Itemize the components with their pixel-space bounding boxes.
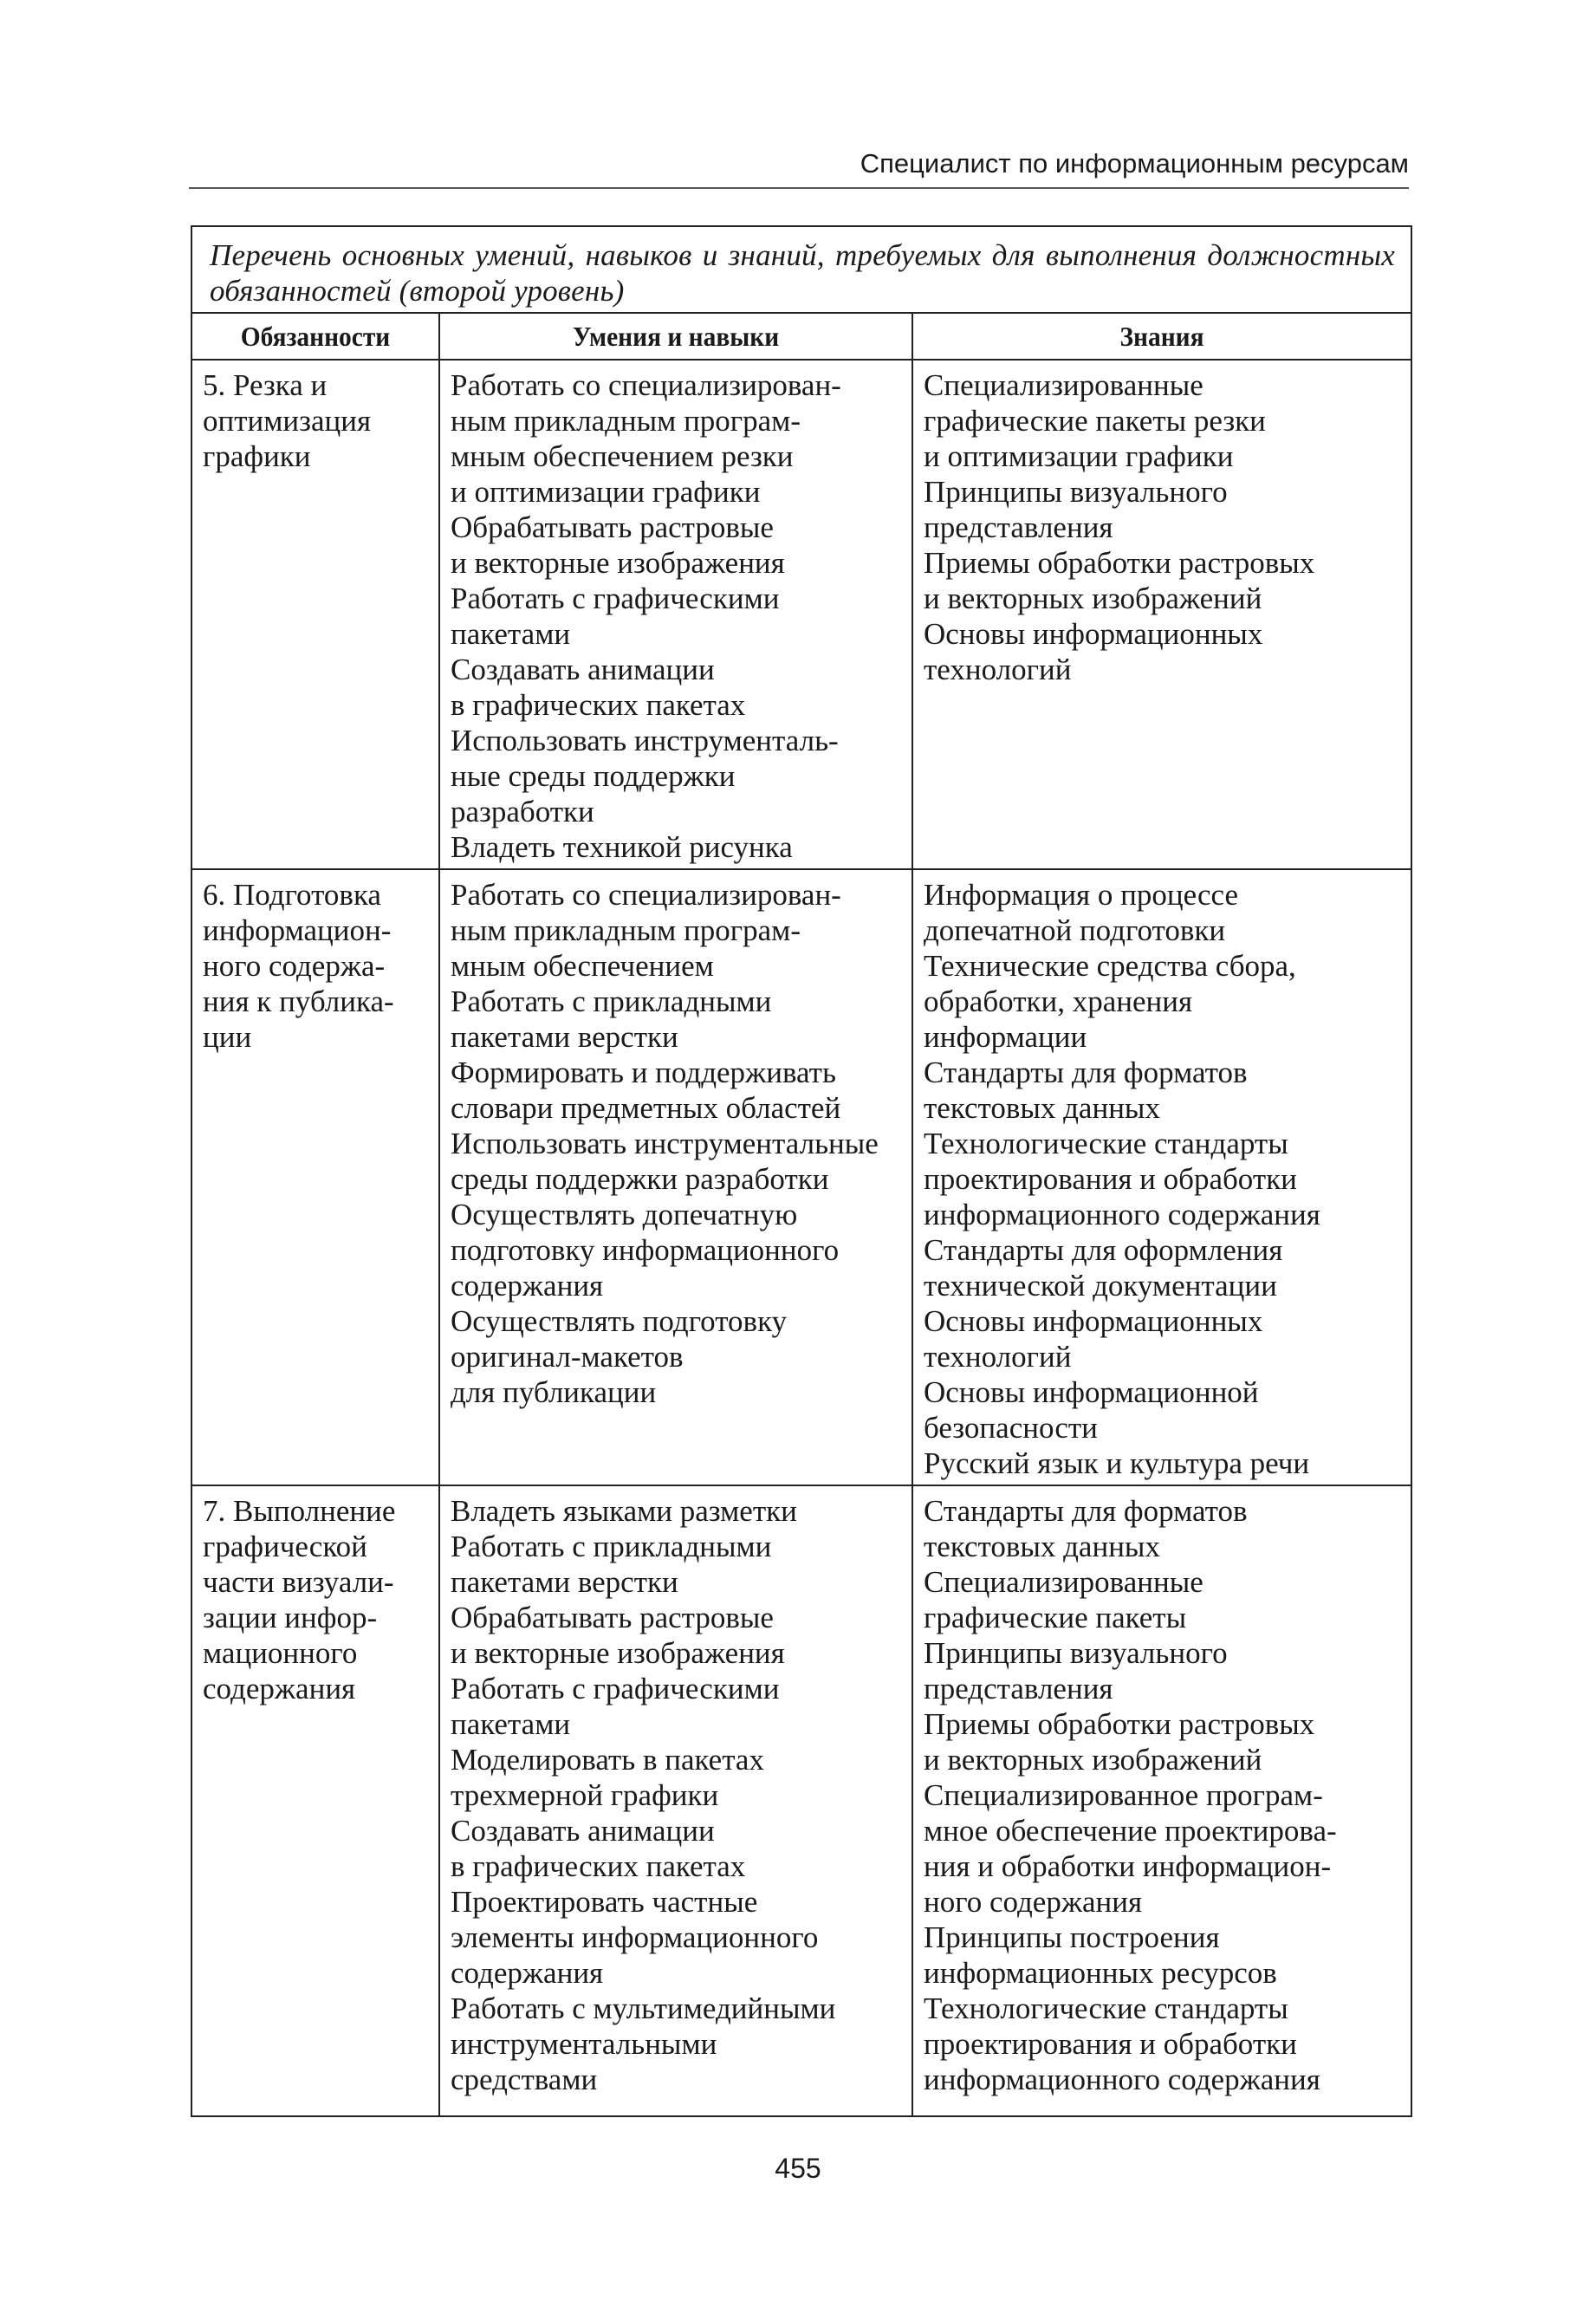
cell-line: Технологические стандарты (924, 1991, 1288, 2025)
cell-line: Работать с графическими (451, 581, 780, 615)
cell-line: разработки (451, 795, 594, 828)
cell-line: Владеть языками разметки (451, 1494, 797, 1528)
cell-line: технологий (924, 1340, 1072, 1374)
cell-line: пакетами (451, 617, 571, 651)
cell-line: элементы информационного (451, 1920, 819, 1954)
cell-line: мным обеспечением резки (451, 439, 794, 473)
cell-line: ным прикладным програм- (451, 404, 801, 438)
cell-line: технологий (924, 653, 1072, 686)
cell-line: ния к публика- (203, 984, 394, 1018)
knowledge-cell (912, 1485, 1411, 2116)
cell-line: пакетами (451, 1707, 571, 1741)
cell-line: и оптимизации графики (924, 439, 1234, 473)
cell-line: Специализированное програм- (924, 1778, 1323, 1812)
cell-line: Осуществлять допечатную (451, 1198, 798, 1231)
cell-line: технической документации (924, 1269, 1277, 1303)
cell-line: допечатной подготовки (924, 913, 1226, 947)
cell-line: графической (203, 1530, 367, 1563)
cell-line: Основы информационных (924, 617, 1263, 651)
cell-line: Обрабатывать растровые (451, 510, 774, 544)
cell-line: текстовых данных (924, 1530, 1160, 1563)
cell-line: и векторные изображения (451, 546, 785, 580)
cell-line: пакетами верстки (451, 1565, 678, 1599)
cell-line: Формировать и поддерживать (451, 1056, 836, 1089)
cell-line: графические пакеты резки (924, 404, 1266, 438)
cell-line: Моделировать в пакетах (451, 1743, 764, 1777)
skills-cell (439, 1485, 912, 2116)
table-row (191, 1485, 1411, 2116)
table-row (191, 360, 1411, 869)
cell-line: пакетами верстки (451, 1020, 678, 1054)
competency-table (191, 225, 1412, 2117)
cell-line: информационного содержания (924, 1198, 1320, 1231)
cell-line: мационного (203, 1636, 358, 1670)
cell-line: информации (924, 1020, 1087, 1054)
cell-line: Использовать инструменталь- (451, 724, 839, 757)
cell-line: Специализированные (924, 1565, 1203, 1599)
cell-line: Приемы обработки растровых (924, 546, 1315, 580)
cell-line: Осуществлять подготовку (451, 1304, 788, 1338)
cell-line: части визуали- (203, 1565, 394, 1599)
cell-line: Принципы визуального (924, 1636, 1228, 1670)
cell-line: содержания (451, 1269, 604, 1303)
cell-line: Русский язык и культура речи (924, 1446, 1310, 1480)
cell-line: Обрабатывать растровые (451, 1601, 774, 1634)
cell-line: проектирования и обработки (924, 1162, 1297, 1196)
cell-line: Работать с графическими (451, 1672, 780, 1706)
cell-line: Проектировать частные (451, 1885, 758, 1919)
cell-line: среды поддержки разработки (451, 1162, 829, 1196)
cell-line: ния и обработки информацион- (924, 1849, 1332, 1883)
column-header-skills: Умения и навыки (458, 313, 893, 360)
header-row (191, 313, 1411, 360)
cell-line: для публикации (451, 1375, 657, 1409)
cell-line: Стандарты для форматов (924, 1056, 1248, 1089)
cell-line: информацион- (203, 913, 392, 947)
cell-line: 7. Выполнение (203, 1494, 396, 1528)
cell-line: информационных ресурсов (924, 1956, 1277, 1990)
cell-line: 6. Подготовка (203, 878, 381, 912)
cell-line: оптимизация (203, 404, 372, 438)
cell-line: Работать с прикладными (451, 1530, 772, 1563)
cell-line: Информация о процессе (924, 878, 1239, 912)
cell-line: графические пакеты (924, 1601, 1187, 1634)
cell-line: Принципы визуального (924, 475, 1228, 509)
cell-line: Работать с мультимедийными (451, 1991, 836, 2025)
cell-line: Использовать инструментальные (451, 1127, 879, 1160)
cell-line: текстовых данных (924, 1091, 1160, 1125)
page-number: 455 (775, 2153, 821, 2184)
cell-line: Работать со специализирован- (451, 878, 841, 912)
cell-line: и векторных изображений (924, 1743, 1262, 1777)
cell-line: 5. Резка и (203, 368, 328, 402)
cell-line: Приемы обработки растровых (924, 1707, 1315, 1741)
cell-line: мное обеспечение проектирова- (924, 1814, 1337, 1848)
running-head: Специалист по информационным ресурсам (860, 148, 1409, 179)
cell-line: и оптимизации графики (451, 475, 761, 509)
cell-line: содержания (203, 1672, 356, 1706)
table-caption: Перечень основных умений, навыков и знаний, требуемых для выполнения должностных обязанностей (второй уровень) (191, 226, 1411, 313)
cell-line: Принципы построения (924, 1920, 1220, 1954)
cell-line: информационного содержания (924, 2063, 1320, 2096)
cell-line: Технологические стандарты (924, 1127, 1288, 1160)
cell-line: проектирования и обработки (924, 2027, 1297, 2061)
knowledge-cell (912, 869, 1411, 1485)
cell-line: Работать с прикладными (451, 984, 772, 1018)
cell-line: и векторных изображений (924, 581, 1262, 615)
cell-line: Владеть техникой рисунка (451, 830, 793, 864)
knowledge-cell (912, 360, 1411, 869)
cell-line: содержания (451, 1956, 604, 1990)
header-rule (189, 187, 1409, 189)
cell-line: Работать со специализирован- (451, 368, 841, 402)
cell-line: трехмерной графики (451, 1778, 719, 1812)
cell-line: ным прикладным програм- (451, 913, 801, 947)
duty-cell (191, 869, 439, 1485)
cell-line: Стандарты для оформления (924, 1233, 1283, 1267)
cell-line: безопасности (924, 1411, 1098, 1445)
cell-line: Основы информационных (924, 1304, 1263, 1338)
skills-cell (439, 869, 912, 1485)
cell-line: Создавать анимации (451, 1814, 715, 1848)
cell-line: Создавать анимации (451, 653, 715, 686)
cell-line: и векторные изображения (451, 1636, 785, 1670)
cell-line: обработки, хранения (924, 984, 1193, 1018)
cell-line: подготовку информационного (451, 1233, 840, 1267)
cell-line: графики (203, 439, 311, 473)
cell-line: Стандарты для форматов (924, 1494, 1248, 1528)
cell-line: ного содержания (924, 1885, 1143, 1919)
cell-line: ные среды поддержки (451, 759, 736, 793)
caption-row (191, 226, 1411, 313)
cell-line: оригинал-макетов (451, 1340, 684, 1374)
cell-line: словари предметных областей (451, 1091, 841, 1125)
cell-line: представления (924, 1672, 1113, 1706)
column-header-duties: Обязанности (201, 313, 429, 360)
duty-cell (191, 1485, 439, 2116)
duty-cell (191, 360, 439, 869)
cell-line: зации инфор- (203, 1601, 378, 1634)
cell-line: средствами (451, 2063, 598, 2096)
cell-line: Технические средства сбора, (924, 949, 1296, 983)
cell-line: ного содержа- (203, 949, 386, 983)
cell-line: в графических пакетах (451, 688, 746, 722)
cell-line: Специализированные (924, 368, 1203, 402)
skills-cell (439, 360, 912, 869)
column-header-knowledge: Знания (932, 313, 1392, 360)
cell-line: ции (203, 1020, 252, 1054)
cell-line: инструментальными (451, 2027, 717, 2061)
cell-line: Основы информационной (924, 1375, 1259, 1409)
cell-line: представления (924, 510, 1113, 544)
cell-line: в графических пакетах (451, 1849, 746, 1883)
cell-line: мным обеспечением (451, 949, 714, 983)
table-row (191, 869, 1411, 1485)
